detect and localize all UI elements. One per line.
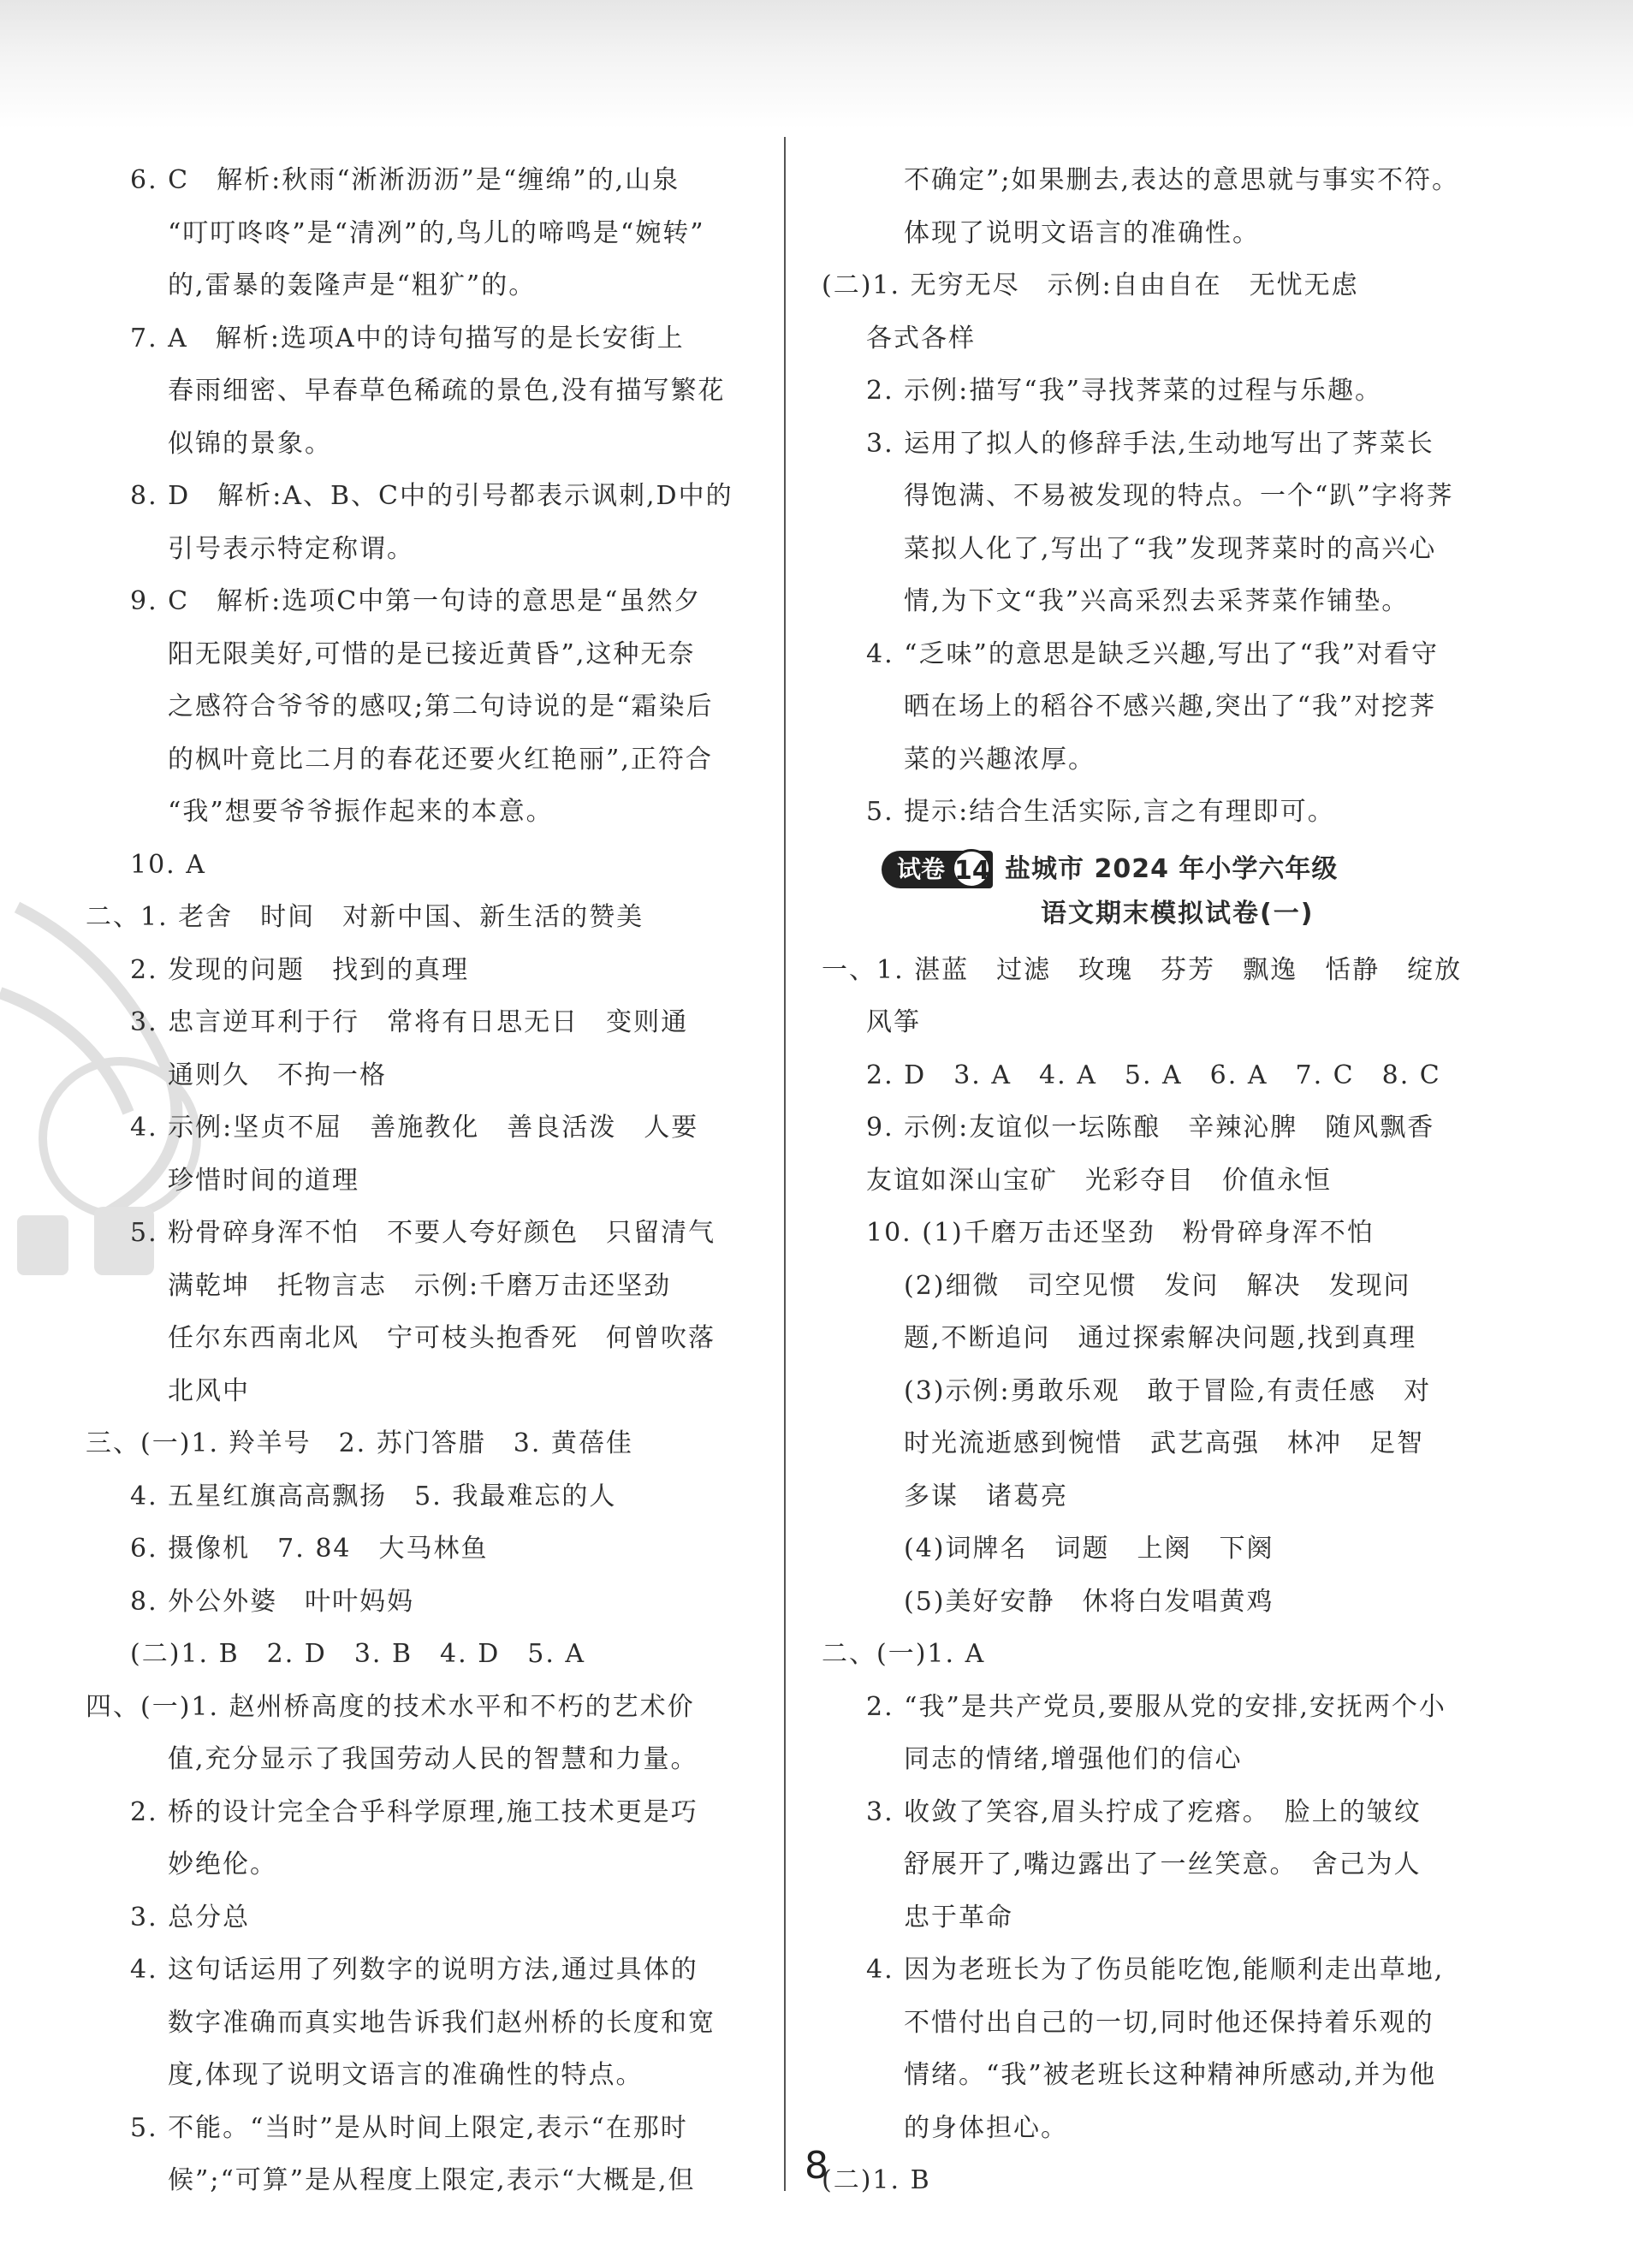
- answer-line: 2. 发现的问题 找到的真理: [130, 954, 470, 985]
- answer-line: 的,雷暴的轰隆声是“粗犷”的。: [168, 270, 537, 300]
- answer-line: 9. C 解析:选项C中第一句诗的意思是“虽然夕: [130, 586, 702, 616]
- answer-line: 题,不断追问 通过探索解决问题,找到真理: [904, 1323, 1417, 1353]
- right-column-bottom: [822, 944, 1506, 2207]
- answer-line: 引号表示特定称谓。: [168, 533, 414, 564]
- answer-line: (二)1. B: [822, 2165, 931, 2195]
- answer-line: 满乾坤 托物言志 示例:千磨万击还坚劲: [168, 1270, 672, 1301]
- answer-line: “我”想要爷爷振作起来的本意。: [168, 797, 554, 827]
- answer-line: 10. A: [130, 849, 206, 880]
- answer-line: 7. A 解析:选项A中的诗句描写的是长安街上: [130, 323, 685, 353]
- answer-line: 9. 示例:友谊似一坛陈酿 辛辣沁脾 随风飘香: [866, 1113, 1435, 1143]
- page-number: 8: [805, 2144, 828, 2188]
- answer-line: 值,充分显示了我国劳动人民的智慧和力量。: [168, 1744, 698, 1774]
- answer-line: 2. 示例:描写“我”寻找荠菜的过程与乐趣。: [866, 376, 1382, 406]
- answer-line: 6. 摄像机 7. 84 大马林鱼: [130, 1534, 489, 1564]
- answer-line: 体现了说明文语言的准确性。: [904, 217, 1260, 248]
- answer-line: 情绪。“我”被老班长这种精神所感动,并为他: [904, 2060, 1437, 2090]
- exam-title-line2: 语文期末模拟试卷(一): [1041, 898, 1315, 929]
- exam-title-line1: 盐城市 2024 年小学六年级: [1005, 853, 1339, 884]
- answer-line: 舒展开了,嘴边露出了一丝笑意。 舍己为人: [904, 1849, 1422, 1879]
- answer-line: “叮叮咚咚”是“清冽”的,鸟儿的啼鸣是“婉转”: [168, 217, 705, 248]
- answer-line: 忠于革命: [904, 1902, 1013, 1933]
- answer-line: 同志的情绪,增强他们的信心: [904, 1744, 1243, 1774]
- answer-line: 的枫叶竟比二月的春花还要火红艳丽”,正符合: [168, 744, 713, 775]
- answer-line: 3. 收敛了笑容,眉头拧成了疙瘩。 脸上的皱纹: [866, 1796, 1422, 1827]
- answer-line: 6. C 解析:秋雨“淅淅沥沥”是“缠绵”的,山泉: [130, 165, 680, 195]
- answer-line: 晒在场上的稻谷不感兴趣,突出了“我”对挖荠: [904, 692, 1437, 721]
- answer-line: 通则久 不拘一格: [168, 1060, 387, 1090]
- answer-line: 4. 这句话运用了列数字的说明方法,通过具体的: [130, 1955, 698, 1985]
- section-heading: [822, 839, 1506, 944]
- answer-line: 8. D 解析:A、B、C中的引号都表示讽刺,D中的: [130, 481, 733, 511]
- answer-line: 2. 桥的设计完全合乎科学原理,施工技术更是巧: [130, 1796, 698, 1827]
- answer-line: 度,体现了说明文语言的准确性的特点。: [168, 2060, 644, 2090]
- answer-line: 3. 运用了拟人的修辞手法,生动地写出了荠菜长: [866, 428, 1434, 459]
- answer-line: 情,为下文“我”兴高采烈去采荠菜作铺垫。: [904, 586, 1410, 616]
- answer-line: 友谊如深山宝矿 光彩夺目 价值永恒: [866, 1165, 1332, 1196]
- exam-badge: [882, 851, 993, 888]
- answer-line: 珍惜时间的道理: [168, 1165, 359, 1196]
- answer-line: 2. “我”是共产党员,要服从党的安排,安抚两个小: [866, 1691, 1446, 1722]
- answer-line: 4. 因为老班长为了伤员能吃饱,能顺利走出草地,: [866, 1955, 1445, 1985]
- answer-line: 二、(一)1. A: [822, 1639, 986, 1669]
- answer-line: 不惜付出自己的一切,同时他还保持着乐观的: [904, 2007, 1434, 2038]
- answer-line: 5. 粉骨碎身浑不怕 不要人夸好颜色 只留清气: [130, 1218, 716, 1248]
- answer-line: 任尔东西南北风 宁可枝头抱香死 何曾吹落: [168, 1323, 716, 1353]
- answer-line: 3. 总分总: [130, 1902, 251, 1933]
- answer-line: 5. 提示:结合生活实际,言之有理即可。: [866, 797, 1335, 827]
- answer-line: (二)1. 无穷无尽 示例:自由自在 无忧无虑: [822, 270, 1359, 300]
- answer-line: (二)1. B 2. D 3. B 4. D 5. A: [130, 1639, 586, 1669]
- answer-line: 4. 示例:坚贞不屈 善施教化 善良活泼 人要: [130, 1113, 699, 1143]
- left-column: [86, 154, 770, 2207]
- answer-line: 三、(一)1. 羚羊号 2. 苏门答腊 3. 黄蓓佳: [86, 1428, 633, 1458]
- answer-line: 风筝: [866, 1007, 921, 1037]
- right-column-top: [822, 154, 1506, 839]
- answer-line: 10. (1)千磨万击还坚劲 粉骨碎身浑不怕: [866, 1218, 1375, 1248]
- answer-line: (2)细微 司空见惯 发问 解决 发现问: [904, 1270, 1411, 1301]
- answer-line: (3)示例:勇敢乐观 敢于冒险,有责任感 对: [904, 1375, 1432, 1406]
- answer-line: 4. “乏味”的意思是缺乏兴趣,写出了“我”对看守: [866, 638, 1440, 669]
- answer-line: 阳无限美好,可惜的是已接近黄昏”,这种无奈: [168, 638, 696, 669]
- answer-line: 一、1. 湛蓝 过滤 玫瑰 芬芳 飘逸 恬静 绽放: [822, 954, 1463, 985]
- answer-line: 多谋 诸葛亮: [904, 1481, 1068, 1511]
- answer-line: 3. 忠言逆耳利于行 常将有日思无日 变则通: [130, 1007, 689, 1037]
- answer-line: 5. 不能。“当时”是从时间上限定,表示“在那时: [130, 2112, 688, 2143]
- answer-line: 四、(一)1. 赵州桥高度的技术水平和不朽的艺术价: [86, 1691, 695, 1722]
- answer-line: 得饱满、不易被发现的特点。一个“趴”字将荠: [904, 481, 1454, 511]
- answer-line: 2. D 3. A 4. A 5. A 6. A 7. C 8. C: [866, 1060, 1441, 1090]
- answer-line: 北风中: [168, 1375, 250, 1406]
- answer-line: 菜的兴趣浓厚。: [904, 744, 1096, 775]
- answer-line: 之感符合爷爷的感叹;第二句诗说的是“霜染后: [168, 692, 714, 721]
- answer-line: 数字准确而真实地告诉我们赵州桥的长度和宽: [168, 2007, 716, 2038]
- answer-line: 妙绝伦。: [168, 1849, 277, 1879]
- answer-line: 似锦的景象。: [168, 428, 332, 459]
- right-column: [822, 154, 1506, 2207]
- answer-line: 的身体担心。: [904, 2112, 1068, 2143]
- answer-line: 时光流逝感到惋惜 武艺高强 林冲 足智: [904, 1428, 1424, 1458]
- exam-badge-number: 14: [952, 849, 991, 888]
- answer-line: 菜拟人化了,写出了“我”发现荠菜时的高兴心: [904, 533, 1437, 564]
- answer-line: (5)美好安静 休将白发唱黄鸡: [904, 1586, 1274, 1617]
- answer-line: 春雨细密、早春草色稀疏的景色,没有描写繁花: [168, 376, 726, 406]
- answer-line: 各式各样: [866, 323, 976, 353]
- answer-line: 4. 五星红旗高高飘扬 5. 我最难忘的人: [130, 1481, 617, 1511]
- answer-line: 二、1. 老舍 时间 对新中国、新生活的赞美: [86, 902, 644, 932]
- answer-line: (4)词牌名 词题 上阕 下阕: [904, 1534, 1274, 1564]
- exam-badge-label: 试卷: [897, 854, 946, 883]
- scan-top-shadow: [0, 0, 1633, 128]
- answer-line: 候”;“可算”是从程度上限定,表示“大概是,但: [168, 2165, 696, 2195]
- answer-line: 不确定”;如果删去,表达的意思就与事实不符。: [904, 165, 1459, 195]
- answer-line: 8. 外公外婆 叶叶妈妈: [130, 1586, 415, 1617]
- column-divider: [784, 137, 786, 2191]
